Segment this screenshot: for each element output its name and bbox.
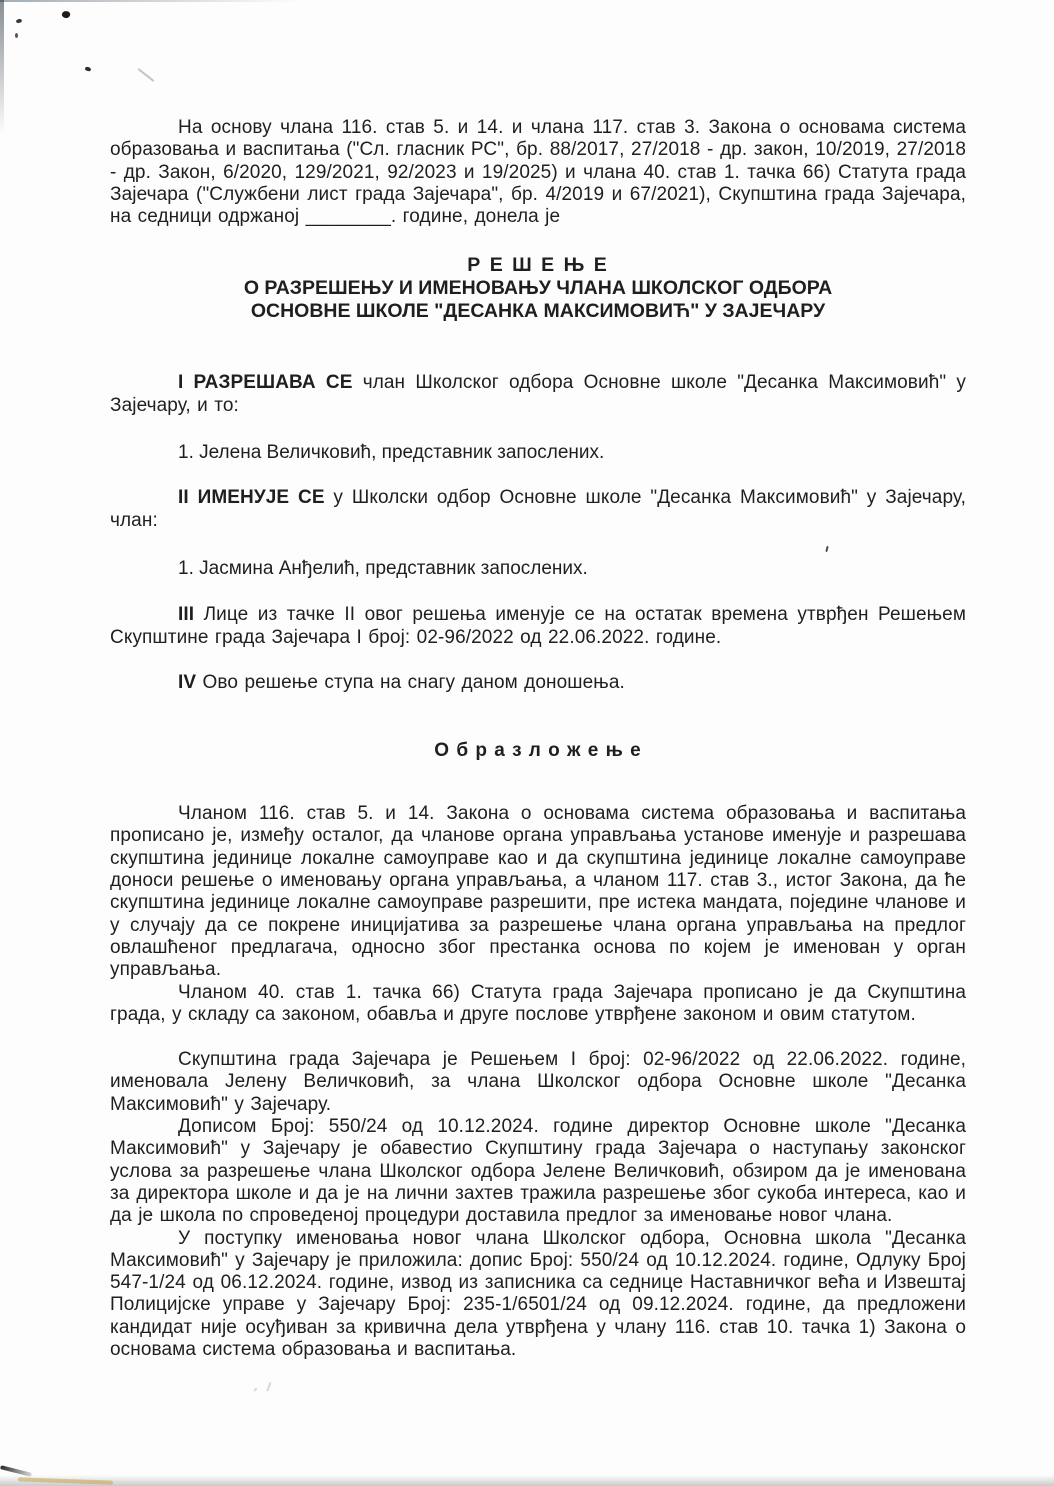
rationale-paragraph-documentation: У поступку именовања новог члана Школског одбора, Основна школа "Десанка Максимовић" у Зајечару је приложила: допис Број: 550/24 од 10.12.2024. године, Одлуку Број 547-1/24 од 06.12.2024. године, извод из записника са седнице Наставничког већа и Извештај Полицијске управе у Зајечару Број: 235-1/6501/24 од 09.12.2024. године, да предложени кандидат није осуђиван за кривична дела утврђена у члану 116. став 10. тачка 1) Закона о основама система образовања и васпитања. (110, 1227, 966, 1360)
appointed-member-item: 1. Јасмина Анђелић, представник запослених. (178, 557, 588, 579)
scan-scratch-artifact (138, 68, 155, 82)
document-title (110, 254, 966, 323)
scan-yellow-smudge-artifact (18, 1477, 113, 1484)
scan-speck-artifact (15, 33, 18, 38)
section-4-text: Ово решење ступа на снагу даном доношења. (196, 671, 625, 693)
section-2-appointment (110, 487, 966, 532)
section-4-lead: IV (178, 671, 197, 693)
scan-left-edge-artifact (0, 0, 4, 135)
section-1-text: члан Школског одбора Основне школе "Десанка Максимовић" у Зајечару, и то: (110, 372, 966, 416)
scan-bottom-shadow-artifact (0, 1475, 1054, 1486)
section-1-dismissal (110, 372, 966, 417)
section-3-text: Лице из тачке II овог решења именује се на остатак времена утврђен Решењем Скупштине града Зајечара I број: 02-96/2022 од 22.06.2022. године. (110, 604, 966, 648)
title-resenje: Р Е Ш Е Њ Е (467, 254, 609, 277)
title-subject-line2: ОСНОВНЕ ШКОЛЕ "ДЕСАНКА МАКСИМОВИЋ" У ЗАЈЕЧАРУ (250, 300, 826, 323)
rationale-paragraph-notification: Дописом Број: 550/24 од 10.12.2024. године директор Основне школе "Десанка Максимовић" у Зајечару је обавестио Скупштину града Зајечара о наступању законског услова за разрешење члана Школског одбора Јелене Величковић, обзиром да је именована за директора школе и да је на лични захтев тражила разрешење због сукоба интереса, као и да је школа по спроведеној процедури доставила предлог за именовање новог члана. (110, 1116, 966, 1227)
document-body (110, 117, 966, 1361)
section-2-lead: II ИМЕНУЈЕ СЕ (178, 487, 325, 509)
section-3-term (110, 604, 966, 649)
scan-speck-artifact (61, 10, 71, 19)
scan-top-edge-artifact (0, 0, 300, 2)
section-1-lead: I РАЗРЕШАВА СЕ (178, 372, 353, 394)
scan-speck-artifact (16, 18, 23, 23)
dismissed-member-item: 1. Јелена Величковић, представник запослених. (178, 442, 605, 464)
preamble-paragraph: На основу члана 116. став 5. и 14. и члана 117. став 3. Закона о основама система образовања и васпитања ("Сл. гласник РС", бр. 88/2017, 27/2018 - др. закон, 10/2019, 27/2018 - др. Закон, 6/2020, 129/2021, 92/2023 и 19/2025) и члана 40. став 1. тачка 66) Статута града Зајечара ("Службени лист града Зајечара", бр. 4/2019 и 67/2021), Скупштина града Зајечара, на седници одржаној ________. године, донела је (110, 117, 966, 228)
title-subject-line1: О РАЗРЕШЕЊУ И ИМЕНОВАЊУ ЧЛАНА ШКОЛСКОГ ОДБОРА (243, 277, 833, 300)
section-2-text: у Школски одбор Основне школе "Десанка Максимовић" у Зајечару, члан: (110, 487, 966, 531)
scan-smudge-artifact (253, 1382, 272, 1393)
rationale-heading: О б р а з л о ж е њ е (434, 740, 642, 762)
rationale-paragraph-previous-appointment: Скупштина града Зајечара је Решењем I број: 02-96/2022 од 22.06.2022. године, именовала Јелену Величковић, за члана Школског одбора Основне школе "Десанка Максимовић" у Зајечару. (110, 1049, 966, 1115)
scan-speck-artifact (85, 67, 92, 72)
rationale-paragraph-statute: Чланом 40. став 1. тачка 66) Статута града Зајечара прописано је да Скупштина града, у складу са законом, обавља и друге послове утврђене законом и овим статутом. (110, 981, 966, 1025)
section-4-effective-date (110, 672, 966, 694)
scan-corner-mark-artifact (0, 1465, 32, 1477)
section-3-lead: III (178, 604, 195, 626)
rationale-paragraph-law: Чланом 116. став 5. и 14. Закона о основама система образовања и васпитања прописано је, између осталог, да чланове органа управљања установе именује и разрешава скупштина јединице локалне самоуправе као и да скупштина јединице локалне самоуправе доноси решење о именовању органа управљања, а чланом 117. став 3., истог Закона, да ће скупштина јединице локалне самоуправе разрешити, пре истека мандата, поједине чланове и у случају да се покрене иницијатива за разрешење члана органа управљања на предлог овлашћеног предлагача, односно због престанка основа по којем је именован у орган управљања. (110, 803, 966, 981)
